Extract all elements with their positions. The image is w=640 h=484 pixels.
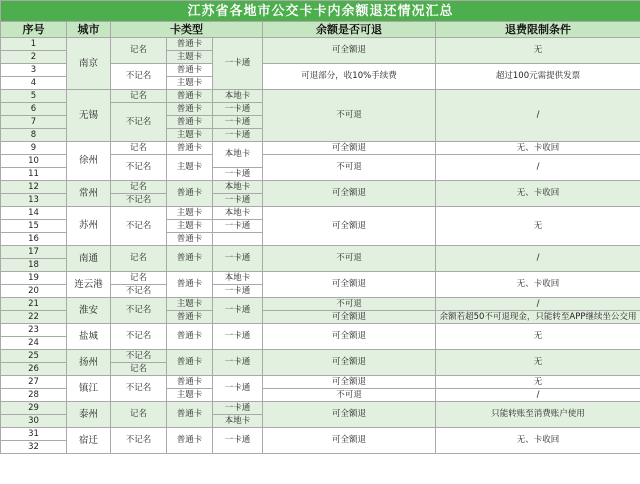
card-type-cell: 普通卡 [167,272,213,298]
table-row [1,181,640,194]
card-network-cell: 一卡通 [213,168,263,181]
seq-cell: 11 [1,168,67,181]
registration-cell: 记名 [111,246,167,272]
condition-cell: / [436,389,640,402]
seq-cell: 1 [1,38,67,51]
table-body [1,38,640,454]
refundable-cell: 不可退 [263,90,436,142]
table-row [1,350,640,363]
seq-cell: 22 [1,311,67,324]
table-row [1,90,640,103]
refundable-cell: 可全额退 [263,272,436,298]
seq-cell: 16 [1,233,67,246]
table-row [1,207,640,220]
card-network-cell: 本地卡 [213,415,263,428]
seq-cell: 10 [1,155,67,168]
condition-cell: 无、卡收回 [436,142,640,155]
table-row [1,142,640,155]
card-network-cell: 一卡通 [213,402,263,415]
header-seq: 序号 [1,22,67,38]
condition-cell: 只能转账至消费账户使用 [436,402,640,428]
seq-cell: 28 [1,389,67,402]
card-type-cell: 主题卡 [167,207,213,220]
refundable-cell: 不可退 [263,246,436,272]
refundable-cell: 可全额退 [263,324,436,350]
condition-cell: 无 [436,324,640,350]
card-network-cell: 一卡通 [213,129,263,142]
card-type-cell: 普通卡 [167,103,213,116]
card-type-cell: 主题卡 [167,129,213,142]
city-cell: 徐州 [67,142,111,181]
card-type-cell: 普通卡 [167,324,213,350]
header-card-type: 卡类型 [111,22,263,38]
header-conditions: 退费限制条件 [436,22,640,38]
registration-cell: 不记名 [111,376,167,402]
seq-cell: 13 [1,194,67,207]
card-type-cell: 普通卡 [167,142,213,155]
city-cell: 宿迁 [67,428,111,454]
card-type-cell: 普通卡 [167,181,213,207]
seq-cell: 3 [1,64,67,77]
card-type-cell: 普通卡 [167,428,213,454]
refundable-cell: 可全额退 [263,402,436,428]
card-network-cell: 一卡通 [213,103,263,116]
table-row [1,376,640,389]
card-network-cell: 一卡通 [213,324,263,350]
card-network-cell: 一卡通 [213,246,263,272]
refundable-cell: 可全额退 [263,311,436,324]
header-city: 城市 [67,22,111,38]
condition-cell: 无 [436,376,640,389]
seq-cell: 20 [1,285,67,298]
refundable-cell: 不可退 [263,155,436,181]
registration-cell: 不记名 [111,285,167,298]
card-type-cell: 普通卡 [167,116,213,129]
condition-cell: / [436,298,640,311]
card-network-cell: 本地卡 [213,90,263,103]
refundable-cell: 可全额退 [263,376,436,389]
registration-cell: 不记名 [111,350,167,363]
card-type-cell: 普通卡 [167,376,213,389]
table-row [1,428,640,441]
seq-cell: 31 [1,428,67,441]
refundable-cell: 不可退 [263,298,436,311]
registration-cell: 记名 [111,363,167,376]
card-type-cell: 普通卡 [167,246,213,272]
seq-cell: 23 [1,324,67,337]
card-network-cell: 一卡通 [213,220,263,233]
card-type-cell: 普通卡 [167,350,213,376]
city-cell: 南京 [67,38,111,90]
card-network-cell: 一卡通 [213,285,263,298]
condition-cell: 无 [436,38,640,64]
city-cell: 淮安 [67,298,111,324]
seq-cell: 7 [1,116,67,129]
refundable-cell: 可全额退 [263,38,436,64]
registration-cell: 记名 [111,272,167,285]
card-network-cell: 本地卡 [213,142,263,168]
seq-cell: 24 [1,337,67,350]
card-network-cell: 一卡通 [213,350,263,376]
card-network-cell: 一卡通 [213,376,263,402]
card-network-cell: 一卡通 [213,194,263,207]
registration-cell: 记名 [111,38,167,64]
card-network-cell: 本地卡 [213,207,263,220]
registration-cell: 不记名 [111,103,167,142]
seq-cell: 9 [1,142,67,155]
condition-cell: 余额若超50不可退现金，只能转至APP继续坐公交用 [436,311,640,324]
table-row [1,298,640,311]
seq-cell: 21 [1,298,67,311]
registration-cell: 不记名 [111,207,167,246]
seq-cell: 27 [1,376,67,389]
refundable-cell: 可全额退 [263,142,436,155]
city-cell: 扬州 [67,350,111,376]
card-type-cell: 主题卡 [167,298,213,311]
seq-cell: 30 [1,415,67,428]
seq-cell: 32 [1,441,67,454]
card-type-cell: 主题卡 [167,77,213,90]
seq-cell: 26 [1,363,67,376]
seq-cell: 25 [1,350,67,363]
card-type-cell: 主题卡 [167,389,213,402]
city-cell: 盐城 [67,324,111,350]
table-title: 江苏省各地市公交卡卡内余额退还情况汇总 [1,1,640,22]
condition-cell: 无 [436,350,640,376]
refundable-cell: 可全额退 [263,181,436,207]
table-row [1,38,640,51]
table-row [1,246,640,259]
registration-cell: 不记名 [111,155,167,181]
refundable-cell: 不可退 [263,389,436,402]
city-cell: 苏州 [67,207,111,246]
card-type-cell: 主题卡 [167,220,213,233]
card-network-cell: 一卡通 [213,116,263,129]
seq-cell: 8 [1,129,67,142]
refundable-cell: 可全额退 [263,428,436,454]
condition-cell: 超过100元需提供发票 [436,64,640,90]
condition-cell: 无、卡收回 [436,428,640,454]
seq-cell: 29 [1,402,67,415]
registration-cell: 不记名 [111,194,167,207]
refundable-cell: 可全额退 [263,207,436,246]
seq-cell: 14 [1,207,67,220]
registration-cell: 记名 [111,402,167,428]
card-type-cell: 普通卡 [167,233,213,246]
city-cell: 常州 [67,181,111,207]
city-cell: 泰州 [67,402,111,428]
seq-cell: 15 [1,220,67,233]
condition-cell: / [436,90,640,142]
seq-cell: 4 [1,77,67,90]
card-type-cell: 普通卡 [167,90,213,103]
seq-cell: 18 [1,259,67,272]
city-cell: 南通 [67,246,111,272]
registration-cell: 记名 [111,142,167,155]
registration-cell: 记名 [111,90,167,103]
registration-cell: 不记名 [111,428,167,454]
seq-cell: 17 [1,246,67,259]
card-type-cell: 普通卡 [167,64,213,77]
city-cell: 镇江 [67,376,111,402]
seq-cell: 12 [1,181,67,194]
table-row [1,402,640,415]
city-cell: 无锡 [67,90,111,142]
card-network-cell [213,233,263,246]
refundable-cell: 可全额退 [263,350,436,376]
condition-cell: 无 [436,207,640,246]
card-network-cell: 本地卡 [213,272,263,285]
seq-cell: 6 [1,103,67,116]
condition-cell: / [436,246,640,272]
condition-cell: 无、卡收回 [436,181,640,207]
header-refundable: 余额是否可退 [263,22,436,38]
card-type-cell: 普通卡 [167,311,213,324]
seq-cell: 2 [1,51,67,64]
card-network-cell: 本地卡 [213,181,263,194]
card-type-cell: 普通卡 [167,402,213,428]
card-type-cell: 普通卡 [167,38,213,51]
card-type-cell: 主题卡 [167,155,213,181]
table-row [1,324,640,337]
card-type-cell: 主题卡 [167,51,213,64]
table-row [1,272,640,285]
city-cell: 连云港 [67,272,111,298]
registration-cell: 不记名 [111,324,167,350]
condition-cell: 无、卡收回 [436,272,640,298]
condition-cell: / [436,155,640,181]
registration-cell: 不记名 [111,298,167,324]
seq-cell: 5 [1,90,67,103]
registration-cell: 记名 [111,181,167,194]
refundable-cell: 可退部分，收10%手续费 [263,64,436,90]
seq-cell: 19 [1,272,67,285]
card-network-cell: 一卡通 [213,38,263,90]
registration-cell: 不记名 [111,64,167,90]
card-network-cell: 一卡通 [213,298,263,324]
card-network-cell: 一卡通 [213,428,263,454]
